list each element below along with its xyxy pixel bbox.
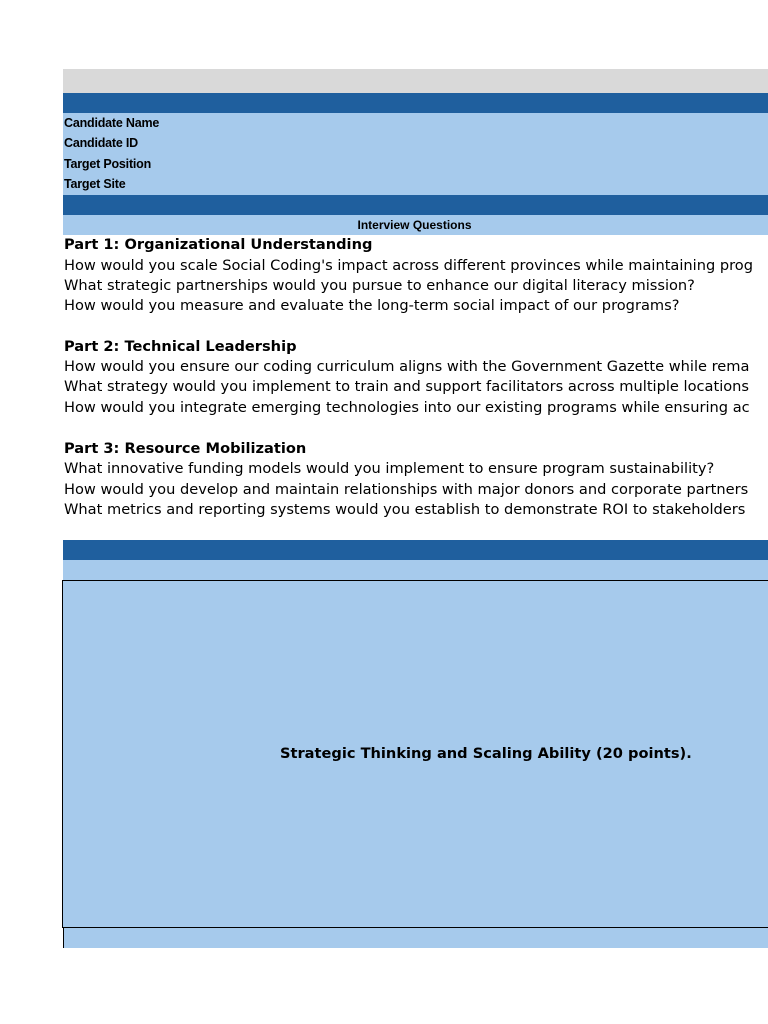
target-site-label: Target Site bbox=[64, 177, 126, 191]
part-2-question-1: How would you ensure our coding curriculum aligns with the Government Gazette while rema bbox=[64, 358, 750, 375]
interview-questions-title: Interview Questions bbox=[357, 218, 472, 232]
part-3-heading: Part 3: Resource Mobilization bbox=[64, 440, 307, 457]
scoring-subheader-bar bbox=[63, 560, 768, 580]
part-2-question-3: How would you integrate emerging technologies into our existing programs while ensuring ac bbox=[64, 399, 750, 416]
part-3-question-1: What innovative funding models would you implement to ensure program sustainability? bbox=[64, 460, 715, 477]
part-3-question-3: What metrics and reporting systems would you establish to demonstrate ROI to stakeholders bbox=[64, 501, 746, 518]
candidate-id-label: Candidate ID bbox=[64, 136, 138, 150]
scoring-header-bar bbox=[63, 540, 768, 560]
target-position-label: Target Position bbox=[64, 157, 152, 171]
part-3-question-2: How would you develop and maintain relationships with major donors and corporate partners bbox=[64, 481, 749, 498]
part-1-heading: Part 1: Organizational Understanding bbox=[64, 236, 373, 253]
part-2-question-2: What strategy would you implement to train and support facilitators across multiple locations bbox=[64, 378, 750, 395]
header-grey-bar bbox=[63, 69, 768, 93]
section-divider-bar bbox=[63, 195, 768, 215]
part-1-question-1: How would you scale Social Coding's impact across different provinces while maintaining prog bbox=[64, 257, 753, 274]
scoring-bottom-strip bbox=[63, 928, 768, 948]
scoring-criterion-label: Strategic Thinking and Scaling Ability (20 points). bbox=[280, 745, 692, 762]
candidate-info-block bbox=[63, 113, 768, 195]
part-2-heading: Part 2: Technical Leadership bbox=[64, 338, 297, 355]
part-1-question-3: How would you measure and evaluate the long-term social impact of our programs? bbox=[64, 297, 680, 314]
part-1-question-2: What strategic partnerships would you pursue to enhance our digital literacy mission? bbox=[64, 277, 695, 294]
section-header-bar bbox=[63, 93, 768, 113]
candidate-name-label: Candidate Name bbox=[64, 116, 160, 130]
